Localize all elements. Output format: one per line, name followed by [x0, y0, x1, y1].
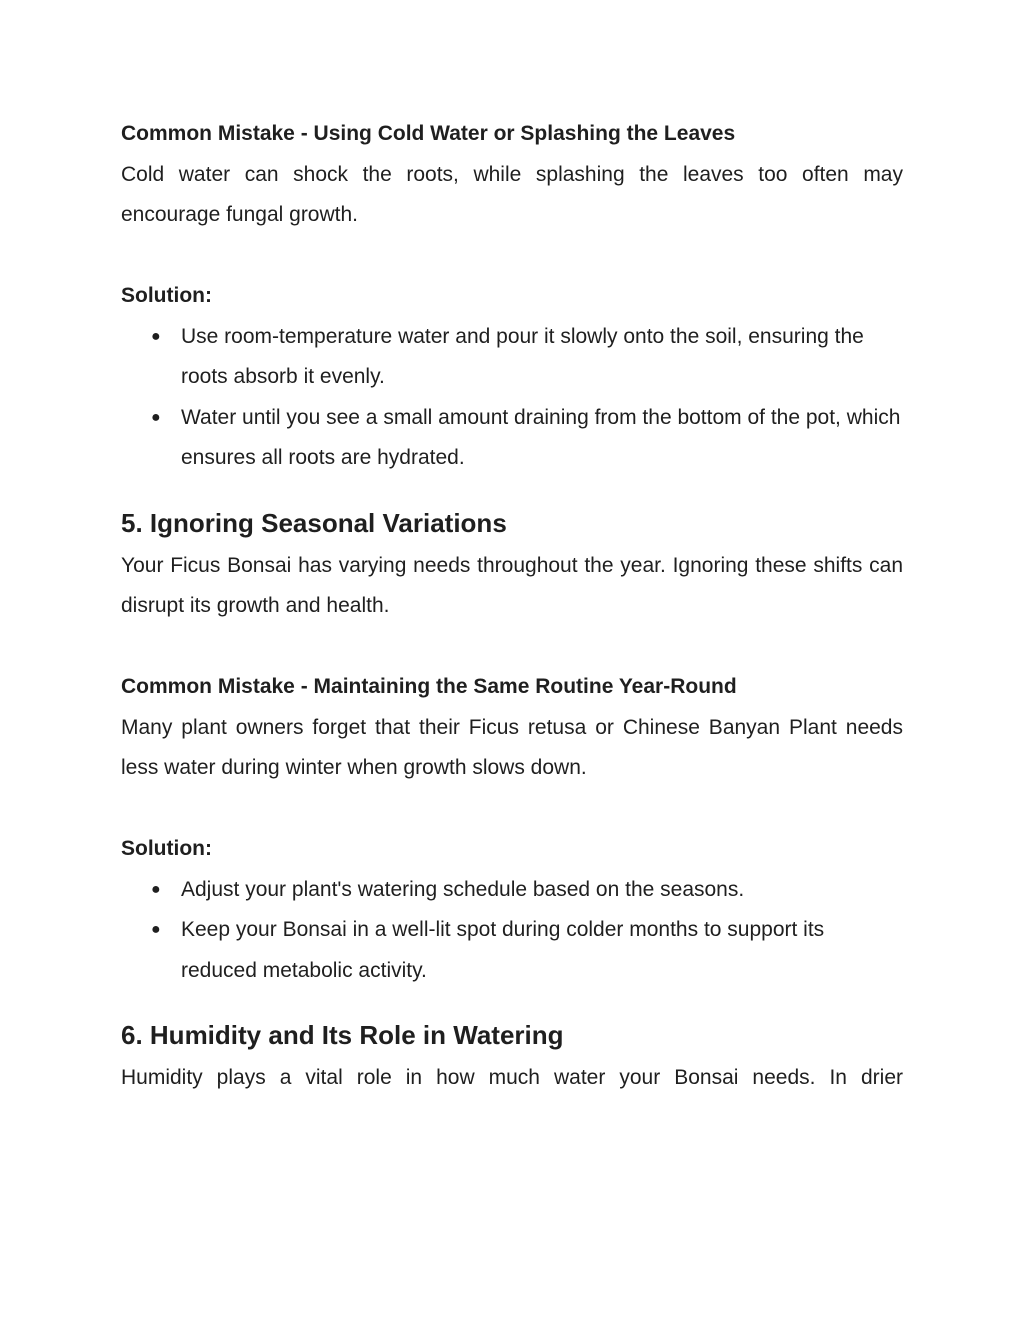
- list-item: ● Use room-temperature water and pour it slowly onto the soil, ensuring the roots absorb it evenly.: [121, 317, 903, 398]
- mistake-heading-routine: Common Mistake - Maintaining the Same Routine Year-Round: [121, 675, 737, 698]
- section-heading-5: 5. Ignoring Seasonal Variations: [121, 507, 507, 538]
- list-item: ● Keep your Bonsai in a well-lit spot during colder months to support its reduced metabolic activity.: [121, 910, 903, 991]
- solution-list: [121, 870, 903, 992]
- section-intro-5: Your Ficus Bonsai has varying needs throughout the year. Ignoring these shifts can disrupt its growth and health.: [121, 553, 903, 617]
- section-heading-6: 6. Humidity and Its Role in Watering: [121, 1020, 564, 1050]
- mistake-heading-cold-water: Common Mistake - Using Cold Water or Splashing the Leaves: [121, 122, 736, 145]
- bullet-icon: ●: [151, 327, 161, 345]
- document-page: [121, 114, 903, 1099]
- mistake-text-routine: Many plant owners forget that their Ficus retusa or Chinese Banyan Plant needs less water during winter when growth slows down.: [121, 715, 903, 779]
- bullet-icon: ●: [151, 408, 161, 426]
- solution-label: Solution:: [121, 284, 212, 307]
- solution-label: Solution:: [121, 837, 212, 860]
- mistake-text-cold-water: Cold water can shock the roots, while splashing the leaves too often may encourage fungal growth.: [121, 162, 903, 226]
- bullet-icon: ●: [151, 880, 161, 898]
- list-item: ● Water until you see a small amount draining from the bottom of the pot, which ensures all roots are hydrated.: [121, 398, 903, 479]
- bullet-icon: ●: [151, 921, 161, 938]
- section-intro-6: Humidity plays a vital role in how much water your Bonsai needs. In drier: [121, 1066, 903, 1089]
- list-item: ● Adjust your plant's watering schedule based on the seasons.: [121, 870, 903, 911]
- solution-list: [121, 317, 903, 479]
